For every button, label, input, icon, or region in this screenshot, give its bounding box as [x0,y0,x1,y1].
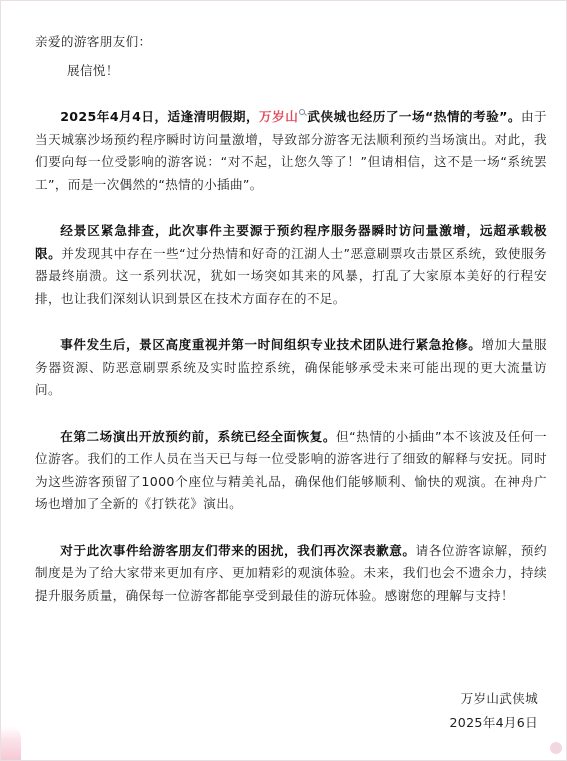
signature-date: 2025年4月6日 [449,715,538,730]
signature-block [449,687,538,735]
signature-org: 万岁山武侠城 [460,691,538,706]
paragraph-3 [35,334,547,402]
salutation: 亲爱的游客朋友们： [35,34,152,49]
p2-text: 并发现其中存在一些“过分热情和好奇的江湖人士”恶意刷票攻击景区系统，致使服务器最终崩溃。这一系列状况，犹如一场突如其来的风暴，打乱了大家原本美好的行程安排，也让我们深刻认识到景区在技术方面存在的不足。 [35,245,547,306]
p4-text: 但“热情的小插曲”本不该波及任何一位游客。我们的工作人员在当天已与每一位受影响的游客进行了细致的解释与安抚。同时为这些游客预留了1000个座位与精美礼品，确保他们能够顺利、愉快的观演。在神舟广场也增加了全新的《打铁花》演出。 [35,428,547,511]
corner-dot-decoration [550,742,562,754]
p2-bold: 经景区紧急排查，此次事件主要源于预约程序服务器瞬时访问量激增，远超承载极限。 [35,223,547,261]
brand-link[interactable]: 万岁山 [259,109,299,124]
p5-text: 请各位游客谅解，预约制度是为了给大家带来更加有序、更加精彩的观演体验。未来，我们也会不遗余力，持续提升服务质量，确保每一位游客都能享受到最佳的游玩体验。感谢您的理解与支持！ [35,542,548,603]
paragraph-4 [35,426,547,516]
p4-bold: 在第二场演出开放预约前，系统已经全面恢复。 [60,428,337,444]
p5-bold: 对于此次事件给游客朋友们带来的困扰，我们再次深表歉意。 [60,542,416,558]
p1-bold-date: 2025年4月4日，适逢清明假期， [60,109,260,124]
corner-decoration [1,726,21,760]
letter-body [35,31,547,607]
paragraph-1 [35,106,547,196]
p3-bold: 事件发生后，景区高度重视并第一时间组织专业技术团队进行紧急抢修。 [60,337,482,352]
p1-bold-event: 武侠城也经历了一场“热情的考验”。 [307,109,521,124]
p1-text: 由于当天城寨沙场预约程序瞬时访问量激增，导致部分游客无法顺利预约当场演出。对此，我们要向每一位受影响的游客说：“对不起，让您久等了！”但请相信，这不是一场“系统罢工”，而是一次偶然的“热情的小插曲”。 [35,109,547,192]
search-icon[interactable] [299,109,306,116]
greeting: 展信悦！ [67,62,119,78]
paragraph-2 [35,220,547,310]
p3-text: 增加大量服务器资源、防恶意刷票系统及实时监控系统，确保能够承受未来可能出现的更大流量访问。 [35,337,548,397]
paragraph-5 [35,540,547,608]
